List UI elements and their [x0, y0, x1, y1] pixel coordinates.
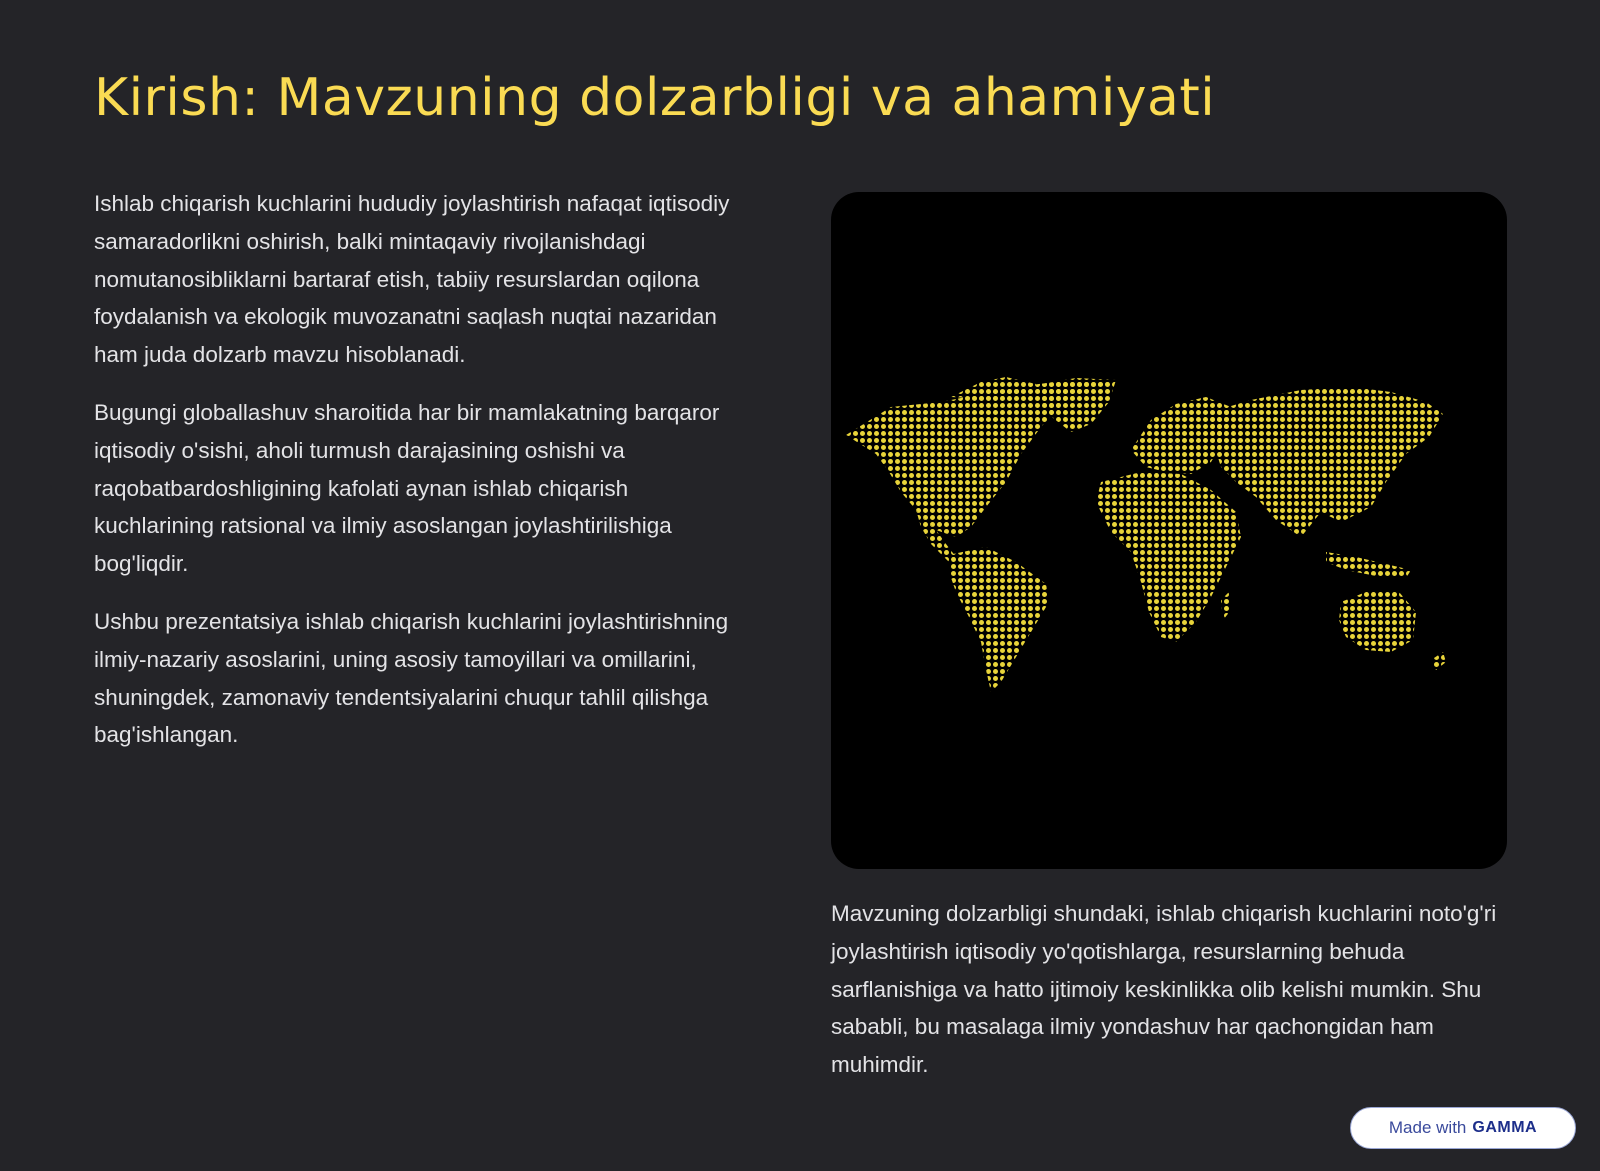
intro-paragraph-3: Ushbu prezentatsiya ishlab chiqarish kuchlarini joylashtirishning ilmiy-nazariy asoslarini, uning asosiy tamoyillari va omillarini, shuningdek, zamonaviy tendentsiyalarini chuqur tahlil qilishga bag'ishlangan. — [94, 608, 729, 748]
made-with-gamma-badge[interactable] — [1350, 1107, 1576, 1149]
dotted-world-map-icon — [831, 192, 1507, 869]
world-map-image — [831, 192, 1507, 869]
badge-prefix: Made with — [1388, 1118, 1467, 1137]
gamma-logo: GAMMA — [1472, 1119, 1538, 1136]
caption-text-block — [831, 895, 1511, 1084]
intro-paragraph-2: Bugungi globallashuv sharoitida har bir mamlakatning barqaror iqtisodiy o'sishi, aholi turmush darajasining oshishi va raqobatbardoshligining kafolati aynan ishlab chiqarish kuchlarining ratsional va ilmiy asoslangan joylashtirilishiga bog'liqdir. — [94, 399, 720, 577]
caption-paragraph: Mavzuning dolzarbligi shundaki, ishlab chiqarish kuchlarini noto'g'ri joylashtirish iqtisodiy yo'qotishlarga, resurslarning behuda sarflanishiga va hatto ijtimoiy keskinlikka olib kelishi mumkin. Shu sababli, bu masalaga ilmiy yondashuv har qachongidan ham muhimdir. — [831, 901, 1497, 1078]
intro-text-column — [94, 185, 754, 774]
intro-paragraph-1: Ishlab chiqarish kuchlarini hududiy joylashtirish nafaqat iqtisodiy samaradorlikni oshirish, balki mintaqaviy rivojlanishdagi nomutanosibliklarni bartaraf etish, tabiiy resurslardan oqilona foydalanish va ekologik muvozanatni saqlash nuqtai nazaridan ham juda dolzarb mavzu hisoblanadi. — [94, 191, 730, 368]
page-title: Kirish: Mavzuning dolzarbligi va ahamiyati — [94, 68, 1216, 128]
